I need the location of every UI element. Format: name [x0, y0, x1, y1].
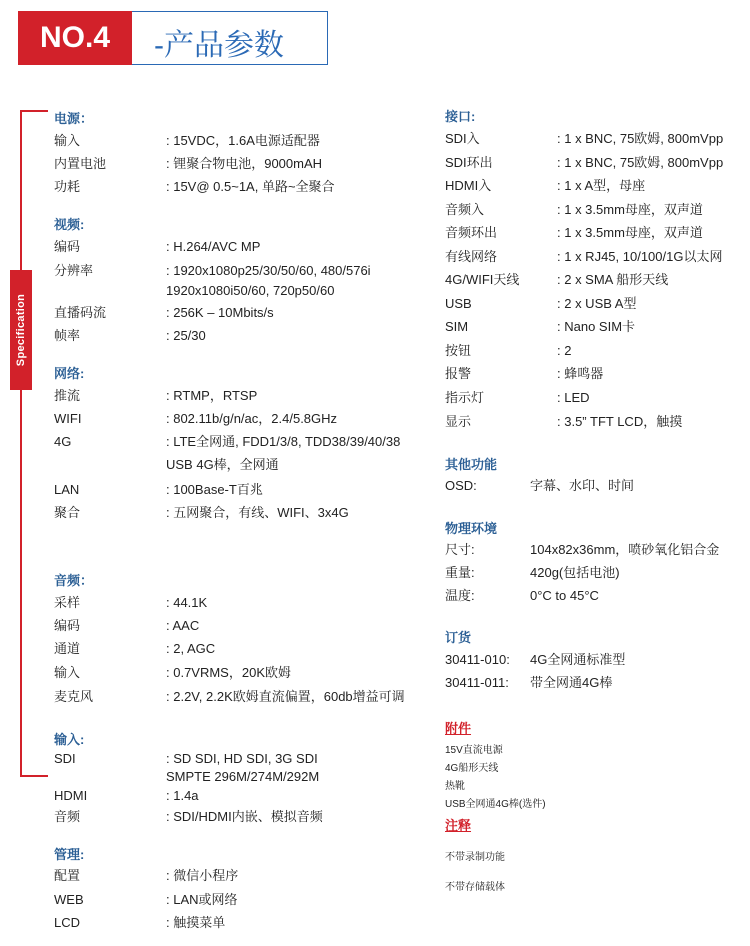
section-heading: 电源：: [54, 111, 94, 126]
spec-key: 配置: [54, 868, 81, 883]
spec-value: USB 4G棒，全网通: [166, 457, 279, 472]
spec-value: 420g(包括电池): [530, 565, 620, 580]
spec-key: WEB: [54, 892, 84, 907]
spec-key: 30411-011:: [445, 675, 509, 690]
spec-key: LCD: [54, 915, 81, 930]
spec-value: : 802.11b/g/n/ac，2.4/5.8GHz: [166, 411, 338, 426]
spec-value: : 15VDC，1.6A电源适配器: [166, 133, 320, 148]
spec-key: 编码: [54, 618, 81, 633]
spec-value: : 锂聚合物电池，9000mAH: [166, 156, 323, 171]
spec-value: : 1 x BNC, 75欧姆, 800mVpp: [557, 155, 724, 170]
accessories-title: 附件: [445, 721, 472, 736]
spec-value: SMPTE 296M/274M/292M: [166, 769, 320, 784]
spec-key: 尺寸:: [445, 542, 475, 557]
spec-value: : 44.1K: [166, 595, 208, 610]
bracket-top: [20, 110, 48, 112]
section-heading: 接口:: [445, 109, 476, 124]
spec-key: 编码: [54, 239, 81, 254]
spec-key: 帧率: [54, 328, 81, 343]
spec-value: : 2.2V, 2.2K欧姆直流偏置，60db增益可调: [166, 689, 405, 704]
spec-value: : 1 x 3.5mm母座，双声道: [557, 225, 703, 240]
spec-key: SIM: [445, 319, 469, 334]
specification-label: Specification: [15, 293, 27, 367]
spec-key: 输入: [54, 665, 81, 680]
spec-key: 30411-010:: [445, 652, 510, 667]
spec-key: HDMI: [54, 788, 88, 803]
spec-value: : 1 x RJ45, 10/100/1G以太网: [557, 249, 723, 264]
spec-key: 音频: [54, 809, 81, 824]
bracket-bottom: [20, 775, 48, 777]
spec-value: : 2: [557, 343, 572, 358]
spec-value: : LAN或网络: [166, 892, 238, 907]
section-heading: 订货: [445, 630, 472, 645]
spec-value: : H.264/AVC MP: [166, 239, 261, 254]
spec-key: 温度:: [445, 588, 475, 603]
spec-key: 推流: [54, 388, 81, 403]
spec-value: : 2 x SMA 船形天线: [557, 272, 669, 287]
section-heading: 网络:: [54, 366, 85, 381]
spec-value: 104x82x36mm，喷砂氧化铝合金: [530, 542, 720, 557]
spec-value: : 1 x A型，母座: [557, 178, 646, 193]
spec-value: : RTMP，RTSP: [166, 388, 258, 403]
spec-key: OSD:: [445, 478, 477, 493]
spec-key: WIFI: [54, 411, 82, 426]
spec-key: 麦克风: [54, 689, 94, 704]
title-box: [132, 11, 328, 65]
specification-tab: [10, 270, 32, 390]
spec-key: 显示: [445, 414, 472, 429]
spec-key: 直播码流: [54, 305, 107, 320]
spec-key: USB: [445, 296, 472, 311]
spec-value: : 25/30: [166, 328, 206, 343]
bracket-line: [20, 110, 22, 776]
spec-value: : 2, AGC: [166, 641, 216, 656]
section-number-badge: NO.4: [18, 11, 132, 65]
note-item: 不带录制功能: [445, 852, 505, 863]
section-heading: 管理:: [54, 847, 85, 862]
spec-value: : SDI/HDMI内嵌、模拟音频: [166, 809, 323, 824]
spec-value: : 1 x BNC, 75欧姆, 800mVpp: [557, 131, 724, 146]
spec-key: 4G: [54, 434, 72, 449]
spec-key: SDI环出: [445, 155, 493, 170]
spec-key: LAN: [54, 482, 80, 497]
spec-value: : 1920x1080p25/30/50/60, 480/576i: [166, 263, 371, 278]
spec-value: 0°C to 45°C: [530, 588, 599, 603]
spec-key: 重量:: [445, 565, 475, 580]
spec-value: : SD SDI, HD SDI, 3G SDI: [166, 751, 318, 766]
accessory-item: 15V直流电源: [445, 745, 503, 756]
spec-value: : LTE全网通, FDD1/3/8, TDD38/39/40/38: [166, 434, 401, 449]
spec-key: 内置电池: [54, 156, 107, 171]
spec-value: : 微信小程序: [166, 868, 239, 883]
note-item: 不带存储载体: [445, 882, 505, 893]
spec-key: 采样: [54, 595, 81, 610]
spec-key: 音频入: [445, 202, 485, 217]
spec-key: 输入: [54, 133, 81, 148]
spec-value: 1920x1080i50/60, 720p50/60: [166, 283, 335, 298]
spec-value: : 3.5” TFT LCD，触摸: [557, 414, 683, 429]
section-heading: 输入:: [54, 732, 85, 747]
spec-value: : 2 x USB A型: [557, 296, 637, 311]
spec-value: 字幕、水印、时间: [530, 478, 635, 493]
spec-value: : 1 x 3.5mm母座，双声道: [557, 202, 703, 217]
spec-value: : LED: [557, 390, 590, 405]
spec-key: 有线网络: [445, 249, 498, 264]
spec-key: 功耗: [54, 179, 81, 194]
spec-value: : 1.4a: [166, 788, 199, 803]
spec-key: HDMI入: [445, 178, 492, 193]
spec-key: 报警: [445, 366, 472, 381]
spec-value: : 100Base-T百兆: [166, 482, 263, 497]
spec-value: : 0.7VRMS，20K欧姆: [166, 665, 291, 680]
spec-value: 带全网通4G棒: [530, 675, 613, 690]
spec-key: 分辨率: [54, 263, 94, 278]
accessory-item: 4G船形天线: [445, 763, 499, 774]
spec-key: SDI: [54, 751, 76, 766]
spec-key: 通道: [54, 641, 81, 656]
spec-value: 4G全网通标准型: [530, 652, 626, 667]
accessory-item: 热靴: [445, 781, 465, 792]
accessory-item: USB全网通4G棒(选件): [445, 799, 546, 810]
spec-value: : 触摸菜单: [166, 915, 226, 930]
section-heading: 其他功能: [445, 457, 498, 472]
page-title: -产品参数: [154, 29, 284, 62]
spec-value: : 15V@ 0.5~1A, 单路~全聚合: [166, 179, 335, 194]
spec-value: : Nano SIM卡: [557, 319, 636, 334]
spec-value: : 256K – 10Mbits/s: [166, 305, 274, 320]
spec-key: SDI入: [445, 131, 480, 146]
spec-key: 聚合: [54, 505, 81, 520]
spec-key: 音频环出: [445, 225, 498, 240]
spec-key: 指示灯: [445, 390, 485, 405]
section-heading: 视频:: [54, 217, 85, 232]
spec-value: : 蜂鸣器: [557, 366, 604, 381]
notes-title: 注释: [445, 818, 472, 833]
header: [18, 11, 328, 65]
spec-key: 按钮: [445, 343, 472, 358]
spec-value: : AAC: [166, 618, 200, 633]
spec-key: 4G/WIFI天线: [445, 272, 520, 287]
section-heading: 音频：: [54, 573, 94, 588]
section-heading: 物理环境: [445, 521, 498, 536]
spec-value: : 五网聚合，有线、WIFI、3x4G: [166, 505, 349, 520]
